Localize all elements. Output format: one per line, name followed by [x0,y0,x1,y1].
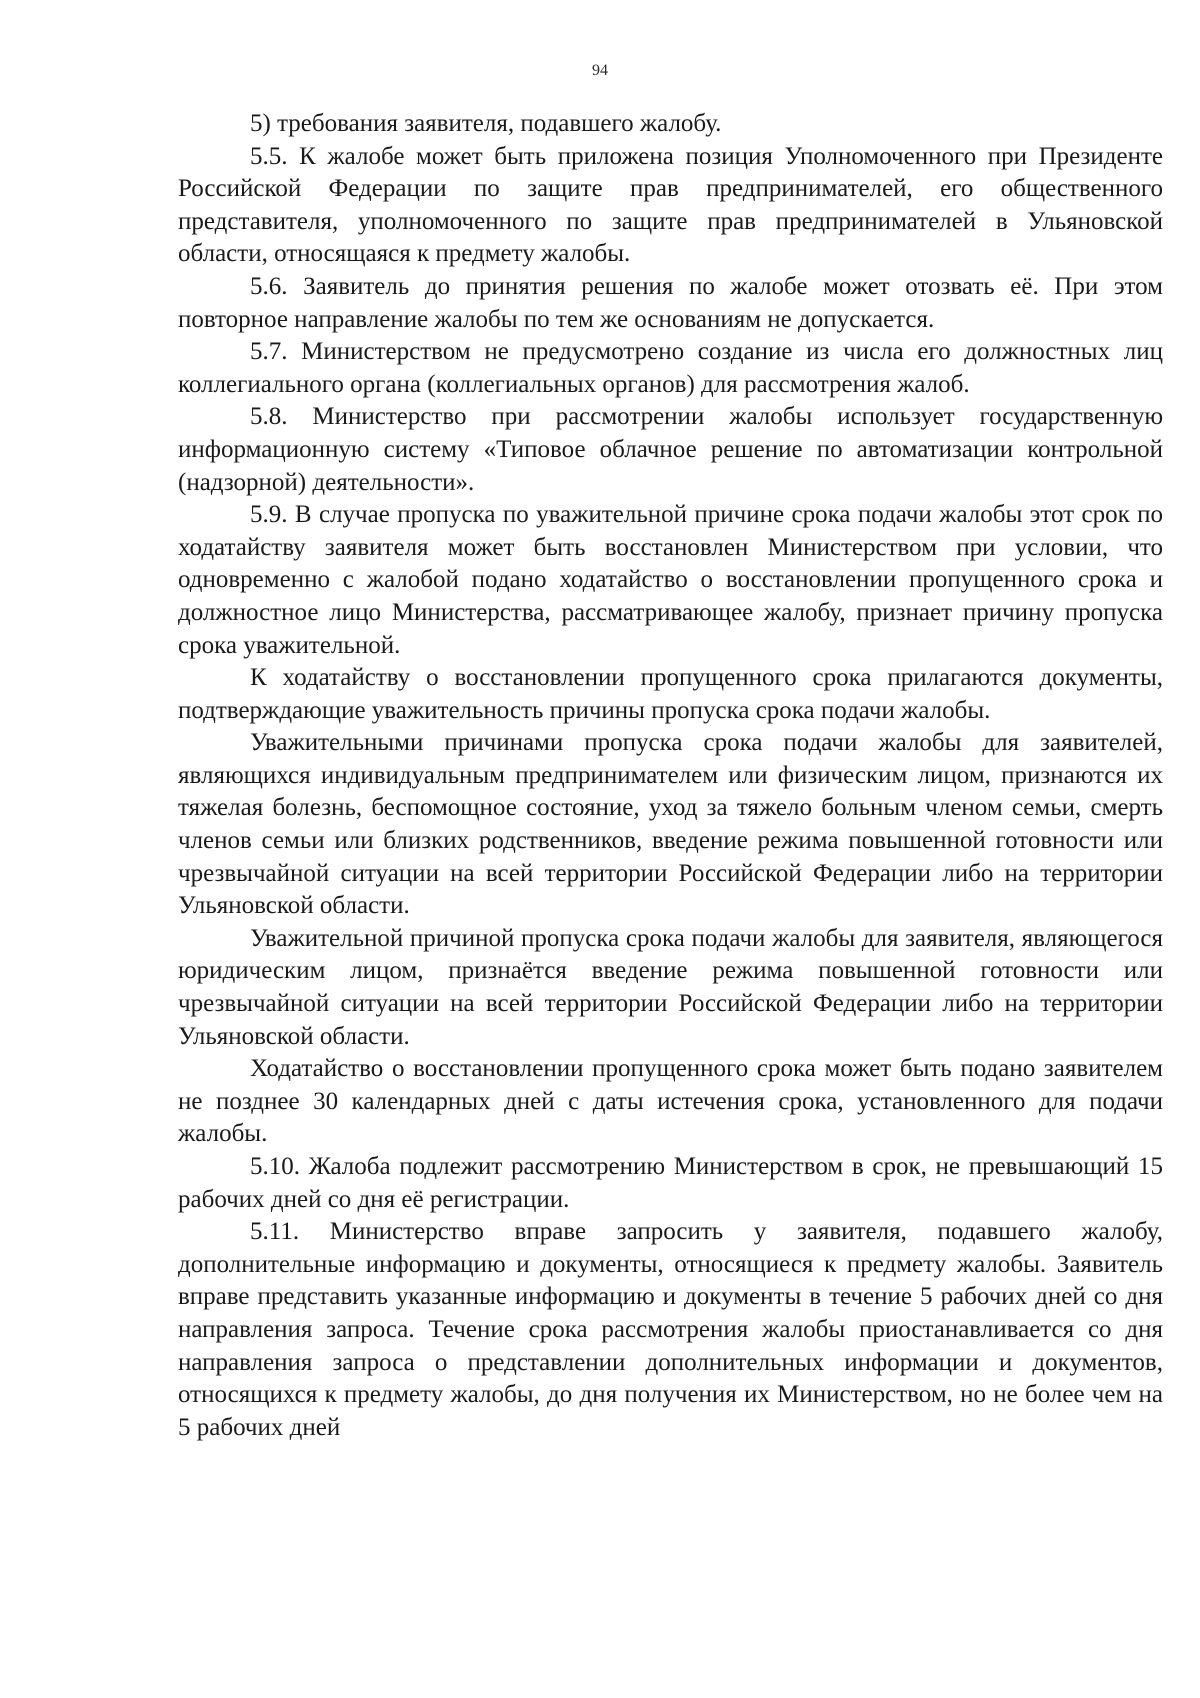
paragraph-5-8: 5.8. Министерство при рассмотрении жалобы использует государственную информационную систему «Типовое облачное решение по автоматизации контрольной (надзорной) деятельности». [178,403,1163,496]
paragraph-5-5: 5.5. К жалобе может быть приложена позиция Уполномоченного при Президенте Российской Федерации по защите прав предпринимателей, его общественного представителя, уполномоченного по защите прав предпринимателей в Ульяновской области, относящаяся к предмету жалобы. [178,142,1163,268]
paragraph-item-5: 5) требования заявителя, подавшего жалобу. [250,110,722,137]
paragraph-5-11: 5.11. Министерство вправе запросить у заявителя, подавшего жалобу, дополнительные информацию и документы, относящиеся к предмету жалобы. Заявитель вправе представить указанные информацию и документы в течение 5 рабочих дней со дня направления запроса. Течение срока рассмотрения жалобы приостанавливается со дня направления запроса о представлении дополнительных информации и документов, относящихся к предмету жалобы, до дня получения их Министерством, но не более чем на 5 рабочих дней [178,1218,1163,1441]
paragraph-5-9: 5.9. В случае пропуска по уважительной причине срока подачи жалобы этот срок по ходатайству заявителя может быть восстановлен Министерством при условии, что одновременно с жалобой подано ходатайство о восстановлении пропущенного срока и должностное лицо Министерства, рассматривающее жалобу, признает причину пропуска срока уважительной. [178,501,1163,659]
paragraph-5-7: 5.7. Министерством не предусмотрено создание из числа его должностных лиц коллегиального органа (коллегиальных органов) для рассмотрения жалоб. [178,338,1163,398]
document-body [178,108,1163,1444]
paragraph-valid-reason-legal-entity: Уважительной причиной пропуска срока подачи жалобы для заявителя, являющегося юридическим лицом, признаётся введение режима повышенной готовности или чрезвычайной ситуации на всей территории Российской Федерации либо на территории Ульяновской области. [178,924,1163,1050]
paragraph-valid-reasons-individuals: Уважительными причинами пропуска срока подачи жалобы для заявителей, являющихся индивидуальным предпринимателем или физическим лицом, признаются их тяжелая болезнь, беспомощное состояние, уход за тяжело больным членом семьи, смерть членов семьи или близких родственников, введение режима повышенной готовности или чрезвычайной ситуации на всей территории Российской Федерации либо на территории Ульяновской области. [178,729,1163,920]
paragraph-5-10: 5.10. Жалоба подлежит рассмотрению Министерством в срок, не превышающий 15 рабочих дней со дня её регистрации. [178,1153,1163,1213]
paragraph-5-6: 5.6. Заявитель до принятия решения по жалобе может отозвать её. При этом повторное направление жалобы по тем же основаниям не допускается. [178,272,1163,333]
page-number: 94 [592,62,608,79]
paragraph-petition-documents: К ходатайству о восстановлении пропущенного срока прилагаются документы, подтверждающие уважительность причины пропуска срока подачи жалобы. [178,664,1163,724]
paragraph-petition-deadline: Ходатайство о восстановлении пропущенного срока может быть подано заявителем не позднее 30 календарных дней с даты истечения срока, установленного для подачи жалобы. [178,1055,1163,1148]
